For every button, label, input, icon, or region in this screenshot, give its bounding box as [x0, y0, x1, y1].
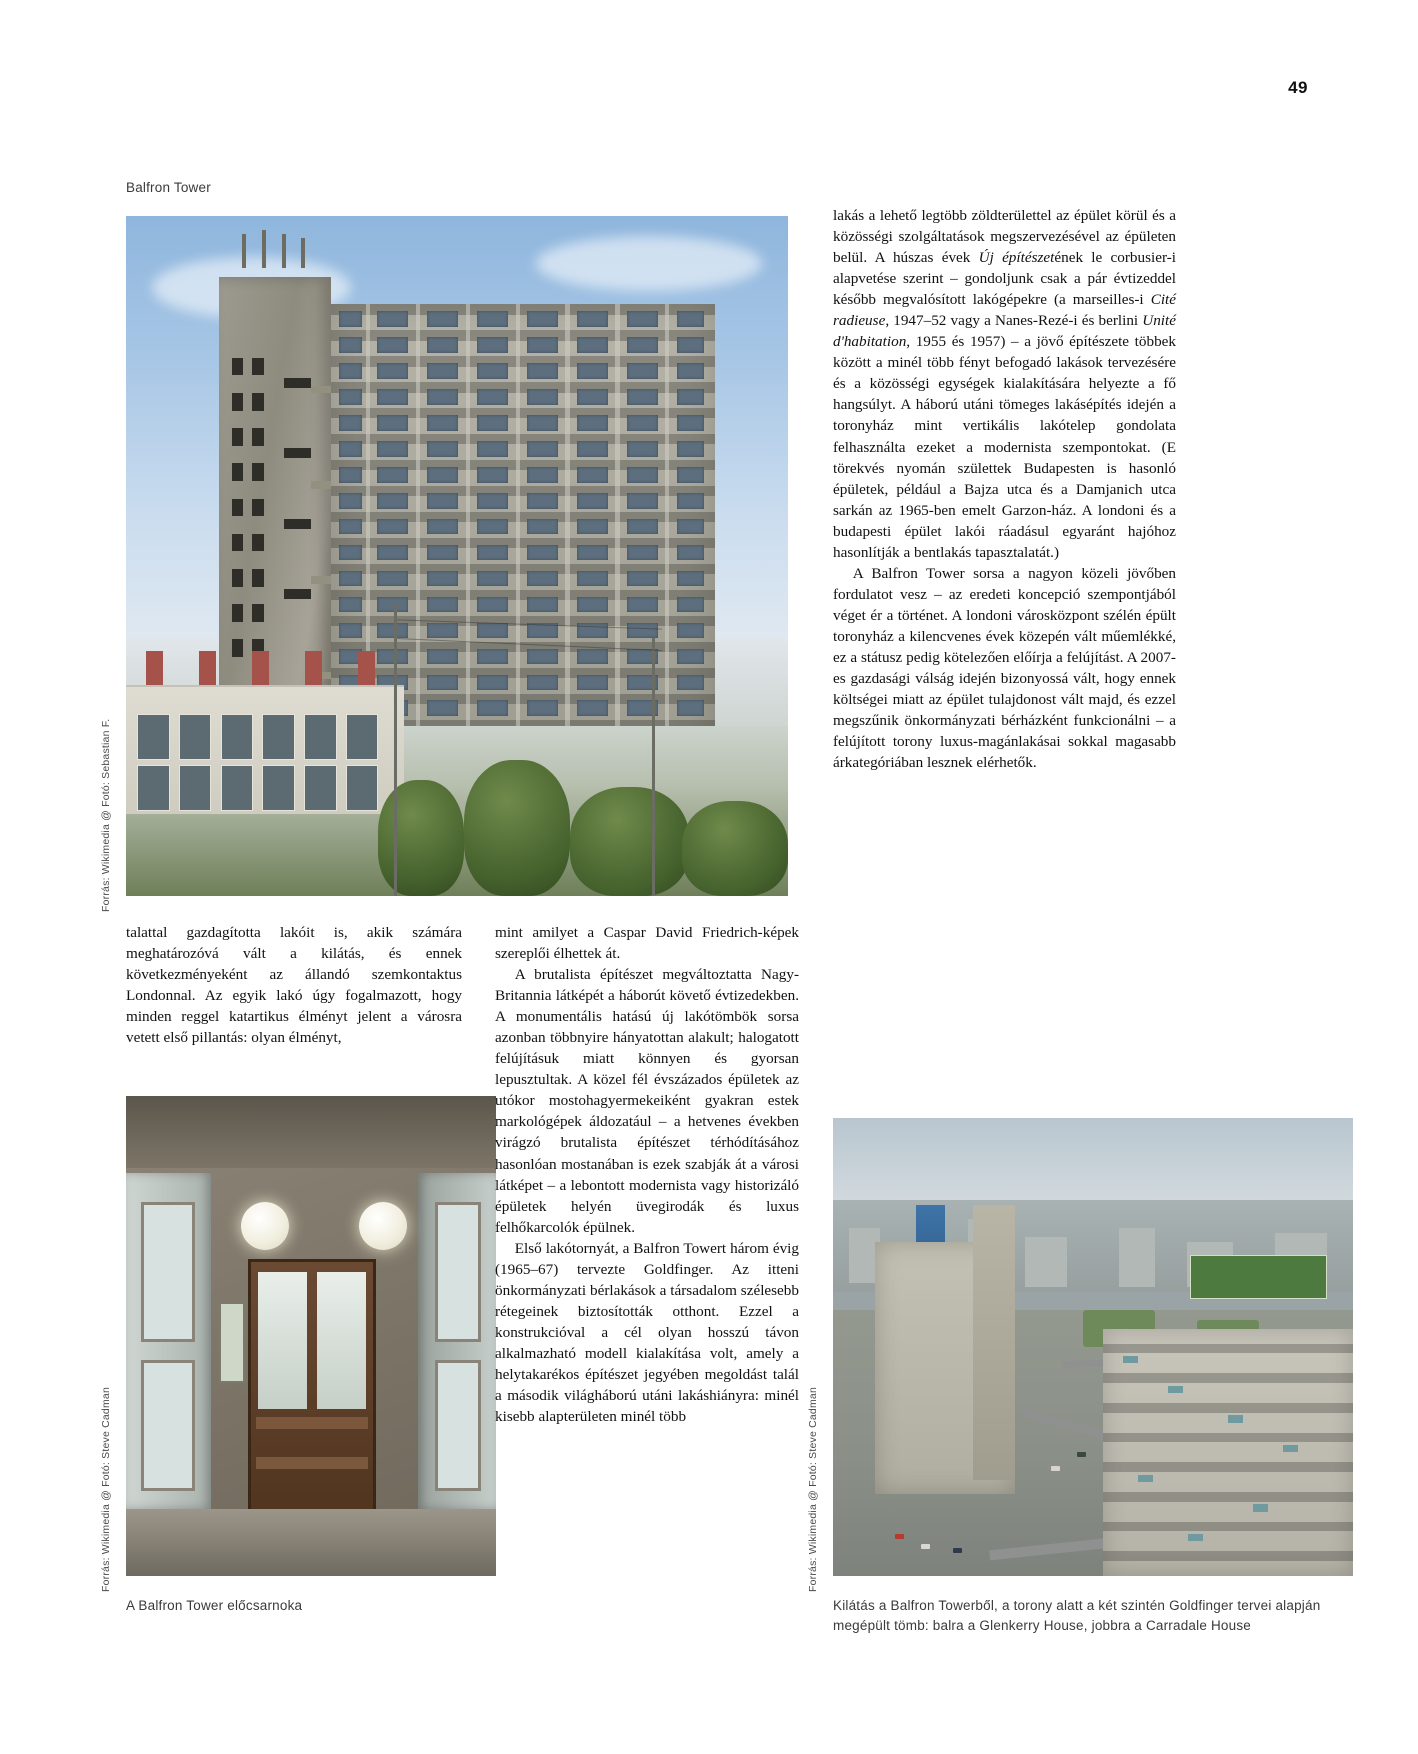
chimney — [199, 651, 216, 685]
text-run: lakás a lehető legtöbb zöldterülettel az épület körül és a közösségi szolgáltatások megszervezésével az épületen belül. A húszas évek — [833, 207, 1176, 267]
paragraph — [833, 205, 1176, 563]
paragraph: Első lakótornyát, a Balfron Towert három évig (1965–67) tervezte Goldfinger. Az itteni önkormányzati bérlakások a társadalom szélesebb rétegeinek biztosították otthont. Ezzel a konstrukcióval a cél olyan hosszú távon alkalmazható modell kialakítása volt, amely a helytakarékos építészet jegyében megoldást talál a második világháború utáni lakáshiányra: minél kisebb alapterületen minél több — [495, 1239, 799, 1426]
car — [1077, 1452, 1086, 1457]
notice-board — [219, 1302, 245, 1383]
text-column-right — [833, 205, 1176, 773]
car — [953, 1548, 962, 1553]
text-column-middle — [495, 922, 799, 1427]
photo-balfron-lobby — [126, 1096, 496, 1576]
text-run: ének le corbusier-i alapvetése szerint – gondoljunk csak a pár évtizeddel később megvalósított lakógépekre (a marseilles-i — [833, 249, 1176, 309]
tree — [378, 780, 464, 896]
text-run: , 1947–52 vagy a Nanes-Rezé-i és berlini — [885, 312, 1143, 330]
photo-balfron-tower — [126, 216, 788, 896]
italic-title-unite-dhabitation: Unité d'habitation — [833, 312, 1176, 351]
photo-credit-tower: Forrás: Wikimedia @ Fotó: Sebastian F. — [100, 718, 112, 912]
italic-title-uj-epiteszet: Új építészet — [978, 249, 1055, 267]
photo-credit-lobby: Forrás: Wikimedia @ Fotó: Steve Cadman — [100, 1387, 112, 1592]
text-run: , 1955 és 1957) – a jövő építészete többek között a minél több fényt befogadó lakások tervezésére és a közösségi egységek kialakítására helyezte a fő hangsúlyt. A háború utáni tömeges lakásépítés idején a toronyház mint vertikális lakótelep gondolata felhasználta ezeket a modernista szempontokat. (E törekvés nyomán születtek Budapesten is hasonló épületek, például a Bajza utca és a Damjanich utca sarkán az 1965-ben emelt Garzon-ház. A londoni és a budapesti épület lakói ráadásul egyaránt hajóhoz hasonlítják a bentlakás tapasztalatát.) — [833, 333, 1176, 561]
antenna-mast — [282, 234, 286, 268]
car — [895, 1534, 904, 1539]
terraced-houses — [126, 685, 404, 814]
chimney — [252, 651, 269, 685]
lobby-ceiling — [126, 1096, 496, 1168]
antenna-mast — [242, 234, 246, 268]
chimney — [305, 651, 322, 685]
chimney — [358, 651, 375, 685]
tree — [682, 801, 788, 896]
lobby-floor — [126, 1509, 496, 1576]
cloud-shape — [536, 236, 761, 290]
paragraph: A Balfron Tower sorsa a nagyon közeli jövőben fordulatot vesz – az eredeti koncepció szempontjából véget ér a történet. A londoni városközpont szélén épült toronyház a kilencvenes évek közepén vált műemlékké, ez a státusz pedig kötelezően előírja a felújítást. A 2007-es gazdasági válság idején bizonyossá vált, hogy ennek költségei miatt az épület tulajdonost vált majd, és ezzel megszűnik önkormányzati bérházként funkcionálni – a felújított torony luxus-magánlakásai sokkal magasabb árkategóriában lesznek elérhetők. — [833, 564, 1176, 772]
sports-pitch — [1190, 1255, 1327, 1298]
tree — [464, 760, 570, 896]
page-number: 49 — [1288, 78, 1308, 97]
car — [921, 1544, 930, 1549]
window-pane — [141, 1202, 195, 1342]
ceiling-lamp — [241, 1202, 289, 1250]
paragraph: A brutalista építészet megváltoztatta Nagy-Britannia látképét a háborút követő évtizedekben. A monumentális hatású új lakótömbök sorsa azonban többnyire hányatottan alakult; halogatott felújításuk miatt könnyen és gyorsan lepusztultak. A közel fél évszázados épületek az utókor mostohagyermekeiként gyakran estek markológépek áldozatául – a hetvenes években virágzó brutalista építészet térhódításához hasonlóan mostanában is ezek szabják át a városi látképet – a lebontott modernista vagy historizáló épületek helyén üvegirodák és luxus felhőkarcolók épülnek. — [495, 966, 799, 1236]
utility-pole — [652, 638, 655, 896]
caption-lobby: A Balfron Tower előcsarnoka — [126, 1598, 303, 1613]
tree — [570, 787, 689, 896]
text-column-left — [126, 922, 462, 1048]
utility-pole — [394, 604, 397, 896]
window-pane — [435, 1360, 482, 1491]
car — [1051, 1466, 1060, 1471]
antenna-mast — [301, 238, 305, 268]
paragraph: talattal gazdagította lakóit is, akik számára meghatározóvá vált a kilátás, és ennek következményeként az állandó szemkontaktus Londonnal. Az egyik lakó úgy fogalmazott, hogy minden reggel katartikus élményt jelent a városra vetett első pillantás: olyan élményt, — [126, 924, 462, 1047]
window-pane — [435, 1202, 482, 1342]
antenna-mast — [262, 230, 266, 268]
caption-balfron-tower: Balfron Tower — [126, 180, 211, 195]
carradale-house-block — [1103, 1329, 1353, 1576]
tower-core — [973, 1205, 1015, 1480]
entrance-door — [248, 1259, 376, 1515]
paragraph: mint amilyet a Caspar David Friedrich-képek szereplői élhettek át. — [495, 924, 799, 963]
photo-credit-aerial: Forrás: Wikimedia @ Fotó: Steve Cadman — [807, 1387, 819, 1592]
ceiling-lamp — [359, 1202, 407, 1250]
italic-title-cite-radieuse: Cité radieuse — [833, 291, 1176, 330]
caption-aerial: Kilátás a Balfron Towerből, a torony alatt a két szintén Goldfinger tervei alapján megépült tömb: balra a Glenkerry House, jobbra a Carradale House — [833, 1598, 1321, 1633]
window-pane — [141, 1360, 195, 1491]
photo-aerial-view — [833, 1118, 1353, 1576]
chimney — [146, 651, 163, 685]
